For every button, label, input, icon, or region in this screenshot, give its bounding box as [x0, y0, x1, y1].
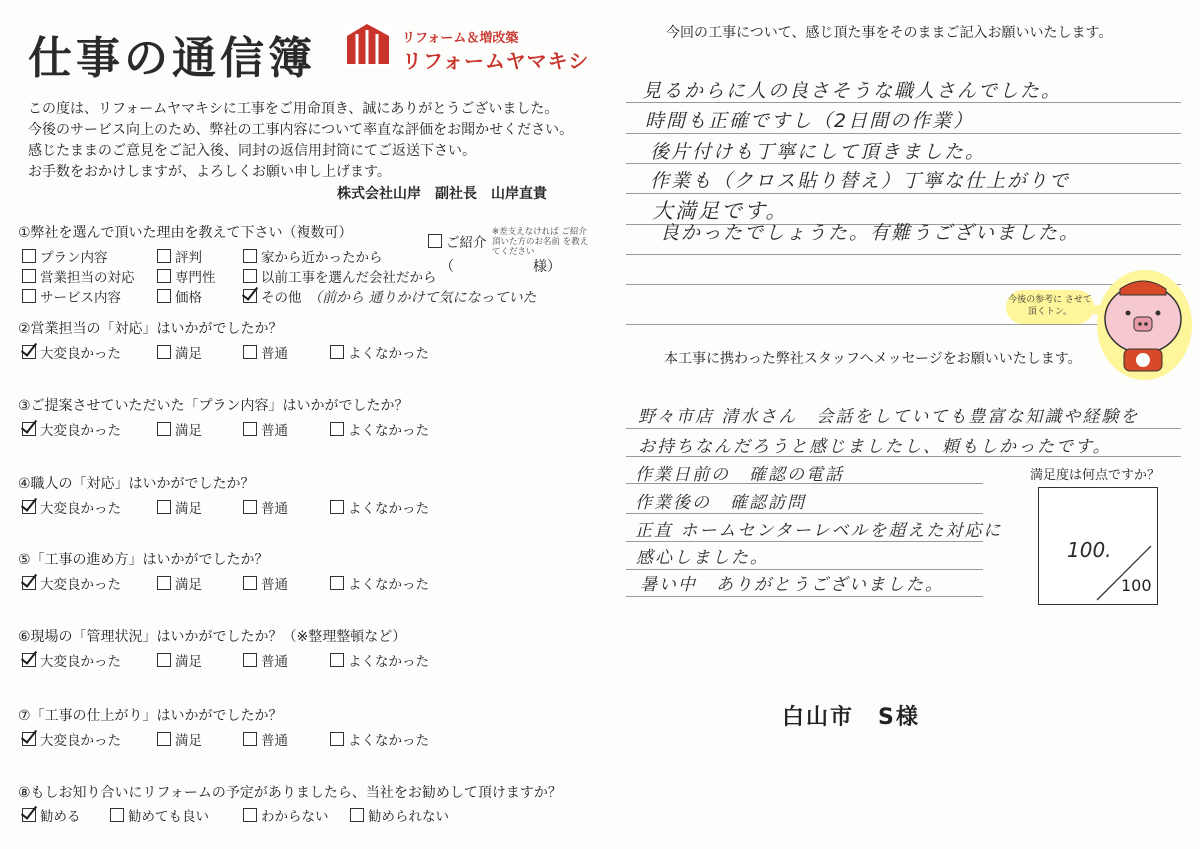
handwritten-comment: 暑い中 ありがとうございました。 — [640, 575, 944, 595]
referral-note: ※差支えなければ ご紹介頂いた方のお名前 を教えてください — [492, 227, 589, 257]
option-label: 大変良かった — [40, 654, 121, 670]
reason-option[interactable] — [157, 286, 202, 306]
checkbox[interactable] — [330, 732, 344, 746]
option-label: 専門性 — [175, 270, 216, 286]
rating-option[interactable] — [157, 497, 202, 517]
option-label: 勧められない — [368, 809, 449, 825]
handwritten-comment: 見るからに人の良さそうな職人さんでした。 — [642, 80, 1063, 102]
rating-question: ⑥現場の「管理状況」はいかがでしたか？（※整理整頓など） — [18, 629, 407, 645]
rating-option[interactable] — [243, 573, 288, 593]
score-box — [1038, 487, 1158, 605]
rating-question: ⑤「工事の進め方」はいかがでしたか？ — [18, 552, 269, 568]
option-label: プラン内容 — [40, 250, 108, 266]
option-label: 大変良かった — [40, 733, 121, 749]
checkbox[interactable] — [22, 269, 36, 283]
checkbox[interactable] — [22, 345, 36, 359]
checkbox[interactable] — [157, 653, 171, 667]
recommend-option[interactable] — [243, 805, 329, 825]
reason-option[interactable] — [22, 246, 108, 266]
option-label: 普通 — [261, 654, 288, 670]
customer-name: 白山市 S様 — [782, 705, 920, 730]
question-1: ①弊社を選んで頂いた理由を教えて下さい（複数可） — [18, 225, 353, 241]
checkbox[interactable] — [22, 289, 36, 303]
rating-option[interactable] — [22, 729, 121, 749]
intro-text — [28, 99, 573, 183]
rating-option[interactable] — [22, 419, 121, 439]
handwritten-comment: 野々市店 清水さん 会話をしていても豊富な知識や経験を — [638, 407, 1140, 427]
checkbox[interactable] — [330, 576, 344, 590]
option-label: 勧める — [40, 809, 81, 825]
option-label: 大変良かった — [40, 346, 121, 362]
option-label: 評判 — [175, 250, 202, 266]
option-label: よくなかった — [348, 654, 429, 670]
checkbox[interactable] — [22, 808, 36, 822]
checkbox[interactable] — [243, 422, 257, 436]
checkbox[interactable] — [243, 289, 257, 303]
option-label: わからない — [261, 809, 329, 825]
checkbox[interactable] — [157, 345, 171, 359]
option-label: サービス内容 — [40, 290, 121, 306]
option-label: 普通 — [261, 423, 288, 439]
option-label: よくなかった — [348, 423, 429, 439]
handwritten-comment: 作業も（クロス貼り替え）丁寧な仕上がりで — [650, 170, 1071, 192]
option-label: 普通 — [261, 577, 288, 593]
ruled-line — [626, 428, 1181, 429]
checkbox[interactable] — [243, 249, 257, 263]
reason-option[interactable] — [243, 246, 383, 266]
pig-mascot-icon — [1098, 275, 1188, 375]
handwritten-comment: お持ちなんだろうと感じましたし、頼もしかったです。 — [638, 437, 1112, 457]
checkbox[interactable] — [243, 732, 257, 746]
staff-message-heading: 本工事に携わった弊社スタッフへメッセージをお願いいたします。 — [664, 351, 1082, 367]
checkbox[interactable] — [330, 345, 344, 359]
handwritten-comment: 後片付けも丁寧にして頂きました。 — [650, 141, 987, 163]
ruled-line — [626, 254, 1181, 255]
referral-name-suffix: 様） — [533, 259, 561, 275]
rating-option[interactable] — [22, 497, 121, 517]
handwritten-comment: 時間も正確ですし（2日間の作業） — [645, 110, 975, 132]
checkbox[interactable] — [157, 500, 171, 514]
checkbox[interactable] — [243, 345, 257, 359]
option-label: 満足 — [175, 501, 202, 517]
reason-option[interactable] — [243, 286, 302, 306]
rating-option[interactable] — [157, 729, 202, 749]
handwritten-comment: 作業日前の 確認の電話 — [635, 465, 844, 485]
option-label: 満足 — [175, 577, 202, 593]
referral-label: ご紹介 — [446, 235, 487, 251]
recommend-option[interactable] — [110, 805, 209, 825]
rating-option[interactable] — [243, 342, 288, 362]
checkbox[interactable] — [330, 653, 344, 667]
checkbox[interactable] — [110, 808, 124, 822]
handwritten-comment: 感心しました。 — [636, 548, 769, 568]
score-label: 満足度は何点ですか？ — [1030, 468, 1161, 483]
rating-option[interactable] — [330, 729, 429, 749]
comment-heading: 今回の工事について、感じ頂た事をそのままご記入お願いいたします。 — [666, 25, 1113, 41]
score-value: 100. — [1067, 538, 1112, 562]
referral-paren-open: （ — [440, 259, 454, 275]
option-label: 価格 — [175, 290, 202, 306]
reason-option[interactable] — [22, 266, 135, 286]
option-label: 満足 — [175, 423, 202, 439]
handwritten-comment: 作業後の 確認訪問 — [635, 493, 806, 513]
option-label: 大変良かった — [40, 423, 121, 439]
rating-option[interactable] — [243, 729, 288, 749]
company-logo-icon — [343, 22, 393, 68]
rating-question: ③ご提案させていただいた「プラン内容」はいかがでしたか？ — [18, 398, 409, 414]
checkbox[interactable] — [157, 269, 171, 283]
referral-option[interactable] — [428, 231, 487, 251]
checkbox[interactable] — [350, 808, 364, 822]
rating-question: ②営業担当の「対応」はいかがでしたか？ — [18, 321, 283, 337]
rating-option[interactable] — [157, 419, 202, 439]
recommend-option[interactable] — [350, 805, 449, 825]
checkbox[interactable] — [157, 576, 171, 590]
intro-line: 感じたままのご意見をご記入後、同封の返信用封筒にてご返送下さい。 — [28, 143, 476, 159]
rating-option[interactable] — [243, 650, 288, 670]
option-label: 大変良かった — [40, 501, 121, 517]
rating-option[interactable] — [22, 573, 121, 593]
intro-line: この度は、リフォームヤマキシに工事をご用命頂き、誠にありがとうございました。 — [28, 101, 559, 117]
checkbox[interactable] — [157, 289, 171, 303]
option-label: よくなかった — [348, 733, 429, 749]
option-label: 家から近かったから — [261, 250, 383, 266]
rating-option[interactable] — [330, 419, 429, 439]
logo-name: リフォームヤマキシ — [402, 49, 590, 73]
checkbox[interactable] — [22, 500, 36, 514]
reason-option[interactable] — [157, 246, 202, 266]
rating-option[interactable] — [330, 497, 429, 517]
other-reason-handwritten: （前から 通りかけて気になっていた — [308, 290, 537, 306]
handwritten-comment: 大満足です。 — [652, 199, 789, 223]
rating-option[interactable] — [243, 419, 288, 439]
question-8: ⑧もしお知り合いにリフォームの予定がありましたら、当社をお勧めして頂けますか？ — [18, 785, 562, 801]
option-label: 営業担当の対応 — [40, 270, 135, 286]
signature: 株式会社山岸 副社長 山岸直貴 — [337, 186, 547, 202]
option-label: その他 — [261, 290, 302, 306]
checkbox[interactable] — [243, 653, 257, 667]
option-label: 満足 — [175, 654, 202, 670]
option-label: 大変良かった — [40, 577, 121, 593]
intro-line: お手数をおかけしますが、よろしくお願い申し上げます。 — [28, 164, 391, 180]
checkbox[interactable] — [243, 576, 257, 590]
rating-option[interactable] — [22, 342, 121, 362]
checkbox[interactable] — [22, 576, 36, 590]
handwritten-comment: 正直 ホームセンターレベルを超えた対応に — [635, 521, 1003, 541]
option-label: 普通 — [261, 501, 288, 517]
checkbox[interactable] — [157, 249, 171, 263]
checkbox[interactable] — [22, 732, 36, 746]
option-label: よくなかった — [348, 346, 429, 362]
rating-option[interactable] — [157, 573, 202, 593]
option-label: 以前工事を選んだ会社だから — [261, 270, 437, 286]
checkbox[interactable] — [157, 732, 171, 746]
rating-option[interactable] — [157, 650, 202, 670]
option-label: 普通 — [261, 346, 288, 362]
rating-option[interactable] — [330, 573, 429, 593]
recommend-option[interactable] — [22, 805, 81, 825]
checkbox[interactable] — [22, 249, 36, 263]
rating-question: ④職人の「対応」はいかがでしたか？ — [18, 476, 255, 492]
checkbox[interactable] — [22, 422, 36, 436]
rating-option[interactable] — [157, 342, 202, 362]
ruled-line — [626, 133, 1181, 134]
ruled-line — [626, 541, 983, 542]
option-label: よくなかった — [348, 577, 429, 593]
rating-option[interactable] — [243, 497, 288, 517]
speech-bubble: 今後の参考に させて頂くトン。 — [1006, 290, 1094, 324]
reason-option[interactable] — [243, 266, 437, 286]
rating-question: ⑦「工事の仕上がり」はいかがでしたか？ — [18, 708, 283, 724]
ruled-line — [626, 513, 983, 514]
rating-option[interactable] — [330, 650, 429, 670]
checkbox[interactable] — [330, 500, 344, 514]
option-label: 満足 — [175, 346, 202, 362]
checkbox[interactable] — [330, 422, 344, 436]
reason-option[interactable] — [22, 286, 121, 306]
ruled-line — [626, 596, 983, 597]
checkbox[interactable] — [22, 653, 36, 667]
checkbox[interactable] — [428, 234, 442, 248]
score-max: 100 — [1121, 576, 1152, 595]
handwritten-comment: 良かったでしょうた。有難うございました。 — [660, 222, 1081, 244]
checkbox[interactable] — [157, 422, 171, 436]
page-title: 仕事の通信簿 — [28, 33, 316, 84]
reason-option[interactable] — [157, 266, 216, 286]
option-label: よくなかった — [348, 501, 429, 517]
checkbox[interactable] — [243, 808, 257, 822]
option-label: 普通 — [261, 733, 288, 749]
option-label: 満足 — [175, 733, 202, 749]
intro-line: 今後のサービス向上のため、弊社の工事内容について率直な評価をお聞かせください。 — [28, 122, 574, 138]
rating-option[interactable] — [22, 650, 121, 670]
checkbox[interactable] — [243, 269, 257, 283]
ruled-line — [626, 193, 1181, 194]
rating-option[interactable] — [330, 342, 429, 362]
logo-subtitle: リフォーム＆増改築 — [402, 31, 519, 46]
option-label: 勧めても良い — [128, 809, 209, 825]
checkbox[interactable] — [243, 500, 257, 514]
